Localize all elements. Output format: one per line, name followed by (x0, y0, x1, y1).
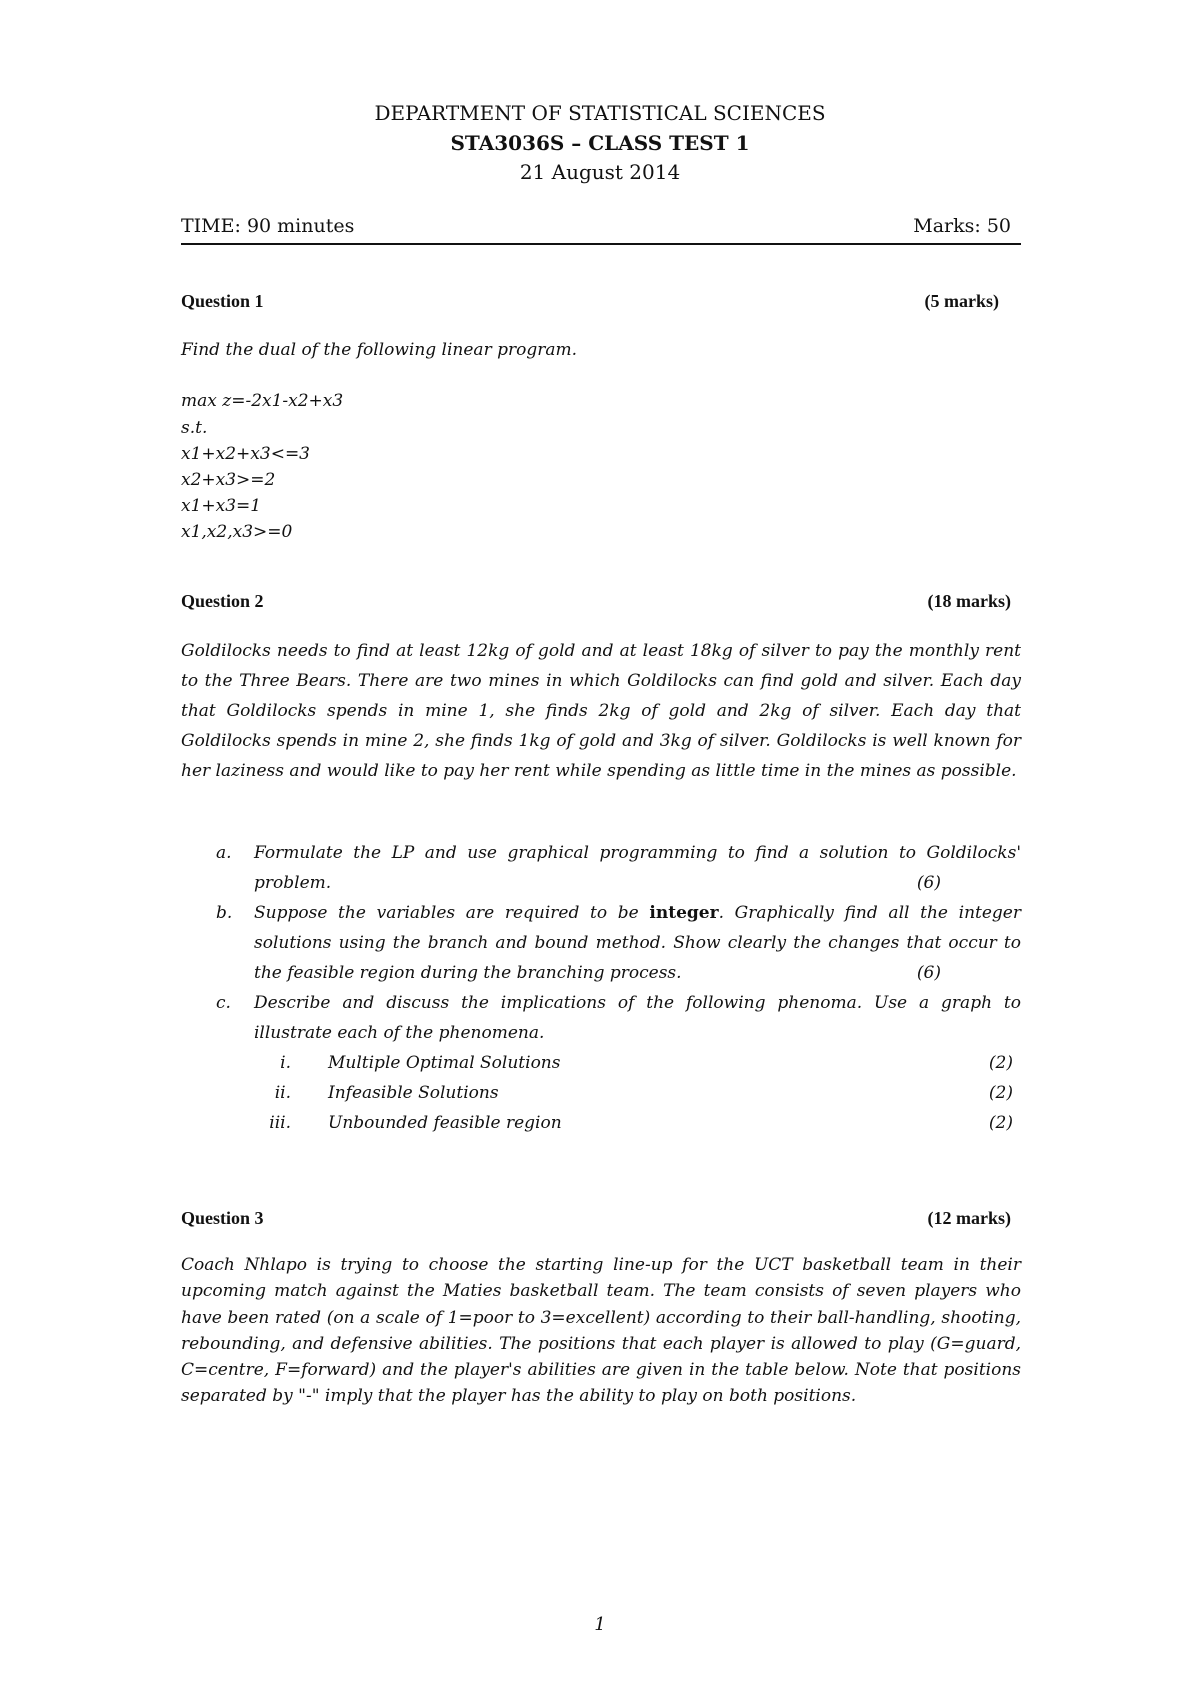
question-2-title: Question 2 (181, 591, 264, 611)
part-c-label: c. (216, 993, 231, 1013)
part-b-marks: (6) (916, 963, 941, 983)
subpart-iii-marks: (2) (988, 1113, 1013, 1133)
question-2-marks: (18 marks) (927, 591, 1011, 611)
question-1-instruction: Find the dual of the following linear program. (181, 340, 578, 360)
subpart-iii (0, 1108, 1013, 1138)
part-a (0, 838, 1021, 898)
question-3-title: Question 3 (181, 1208, 264, 1228)
question-3-heading (181, 1208, 1011, 1229)
question-1-heading (181, 291, 1011, 312)
lp-constraint-1: x1+x2+x3<=3 (181, 444, 311, 464)
subpart-ii-marks: (2) (988, 1083, 1013, 1103)
lp-constraint-2: x2+x3>=2 (181, 470, 276, 490)
test-date: 21 August 2014 (519, 160, 681, 184)
part-c (0, 988, 1021, 1048)
subpart-i-marks: (2) (988, 1053, 1013, 1073)
question-3-body: Coach Nhlapo is trying to choose the starting line-up for the UCT basketball team in their upcoming match against the Maties basketball team. The team consists of seven players who have been rated (on a scale of 1=poor to 3=excellent) according to their ball-handling, shooting, rebounding, and defensive abilities. The positions that each player is allowed to play (G=guard, C=centre, F=forward) and the player's abilities are given in the table below. Note that positions separated by "-" imply that the player has the ability to play on both positions. (181, 1255, 1021, 1407)
integer-emphasis: integer (649, 903, 719, 923)
subpart-iii-label: iii. (269, 1113, 291, 1133)
course-title: STA3036S – CLASS TEST 1 (450, 131, 750, 155)
part-a-marks: (6) (916, 873, 941, 893)
part-b (0, 898, 1021, 988)
lp-nonnegativity: x1,x2,x3>=0 (181, 522, 293, 542)
total-marks-label: Marks: 50 (913, 215, 1011, 237)
page-number: 1 (594, 1614, 606, 1635)
question-2-heading (181, 591, 1011, 612)
question-1-marks: (5 marks) (924, 291, 999, 311)
question-1-title: Question 1 (181, 291, 264, 311)
subpart-i (0, 1048, 1013, 1078)
subpart-i-text: Multiple Optimal Solutions (328, 1053, 561, 1073)
lp-subject-to: s.t. (181, 418, 208, 438)
part-a-text: Formulate the LP and use graphical programming to find a solution to Goldilocks' problem. (254, 843, 1021, 893)
question-2-body: Goldilocks needs to find at least 12kg of gold and at least 18kg of silver to pay the monthly rent to the Three Bears. There are two mines in which Goldilocks can find gold and silver. Each day that Goldilocks spends in mine 1, she finds 2kg of gold and 2kg of silver. Each day that Goldilocks spends in mine 2, she finds 1kg of gold and 3kg of silver. Goldilocks is well known for her laziness and would like to pay her rent while spending as little time in the mines as possible. (181, 641, 1021, 781)
subpart-i-label: i. (280, 1053, 291, 1073)
department-title: DEPARTMENT OF STATISTICAL SCIENCES (374, 101, 826, 125)
subpart-ii-label: ii. (274, 1083, 291, 1103)
part-a-label: a. (216, 843, 232, 863)
part-b-text: Suppose the variables are required to be integer. Graphically find all the integer solutions using the branch and bound method. Show clearly the changes that occur to the feasible region during the branching process. (254, 903, 1021, 983)
subpart-ii-text: Infeasible Solutions (328, 1083, 499, 1103)
part-c-text: Describe and discuss the implications of the following phenoma. Use a graph to illustrate each of the phenomena. (254, 993, 1021, 1043)
subpart-iii-text: Unbounded feasible region (328, 1113, 562, 1133)
part-b-label: b. (216, 903, 233, 923)
subpart-ii (0, 1078, 1013, 1108)
time-marks-bar (181, 215, 1021, 245)
question-3-marks: (12 marks) (927, 1208, 1011, 1228)
lp-constraint-3: x1+x3=1 (181, 496, 262, 516)
time-label: TIME: 90 minutes (181, 215, 355, 237)
lp-objective: max z=-2x1-x2+x3 (181, 391, 344, 411)
